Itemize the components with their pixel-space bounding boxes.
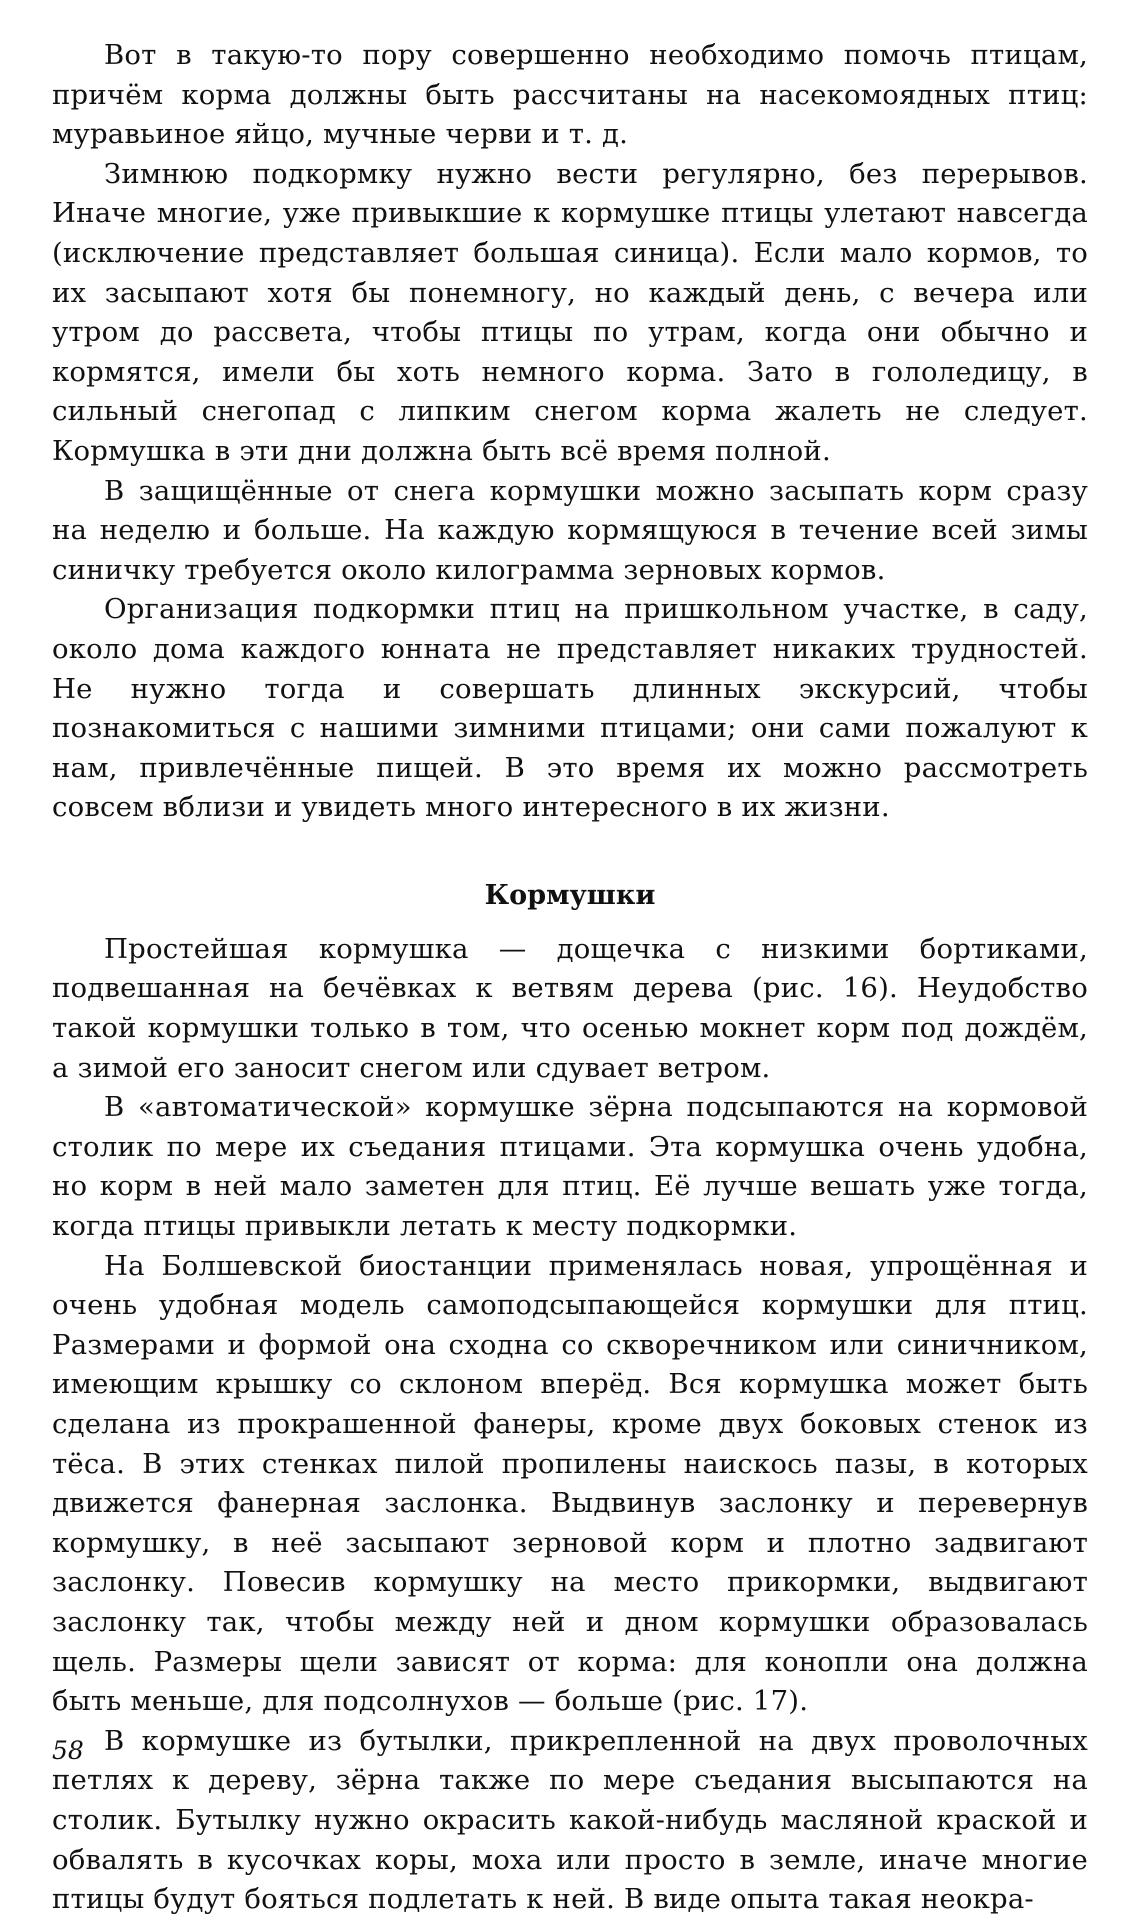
page-body (52, 36, 1088, 1920)
section-heading: Кормушки (484, 879, 656, 911)
paragraph: Зимнюю подкормку нужно вести регулярно, без перерывов. Иначе многие, уже привыкшие к кормушке птицы улетают навсегда (исключение представляет большая синица). Если мало кормов, то их засыпают хотя бы понемногу, но каждый день, с вечера или утром до рассвета, чтобы птицы по утрам, когда они обычно и кормятся, имели бы хоть немного корма. Зато в гололедицу, в сильный снегопад с липким снегом корма жалеть не следует. Кормушка в эти дни должна быть всё время полной. (52, 157, 1088, 467)
paragraph: На Болшевской биостанции применялась новая, упрощённая и очень удобная модель самоподсыпающейся кормушки для птиц. Размерами и формой она сходна со скворечником или синичником, имеющим крышку со склоном вперёд. Вся кормушка может быть сделана из прокрашенной фанеры, кроме двух боковых стенок из тёса. В этих стенках пилой пропилены наискось пазы, в которых движется фанерная заслонка. Выдвинув заслонку и перевернув кормушку, в неё засыпают зерновой корм и плотно задвигают заслонку. Повесив кормушку на место прикормки, выдвигают заслонку так, чтобы между ней и дном кормушки образовалась щель. Размеры щели зависят от корма: для конопли она должна быть меньше, для подсолнухов — больше (рис. 17). (52, 1249, 1088, 1718)
paragraph: В «автоматической» кормушке зёрна подсыпаются на кормовой столик по мере их съедания птицами. Эта кормушка очень удобна, но корм в ней мало заметен для птиц. Её лучше вешать уже тогда, когда птицы привыкли летать к месту подкормки. (52, 1091, 1088, 1243)
paragraph: В кормушке из бутылки, прикрепленной на двух проволочных петлях к дереву, зёрна также по мере съедания высыпаются на столик. Бутылку нужно окрасить какой-нибудь масляной краской и обвалять в кусочках коры, моха или просто в земле, иначе многие птицы будут бояться подлетать к ней. В виде опыта такая неокра- (52, 1724, 1088, 1916)
paragraph: В защищённые от снега кормушки можно засыпать корм сразу на неделю и больше. На каждую кормящуюся в течение всей зимы синичку требуется около килограмма зерновых кормов. (52, 474, 1088, 586)
section-spacer (52, 828, 1088, 870)
paragraph: Вот в такую-то пору совершенно необходимо помочь птицам, причём корма должны быть рассчитаны на насекомоядных птиц: муравьиное яйцо, мучные черви и т. д. (52, 39, 1088, 151)
paragraph: Простейшая кормушка — дощечка с низкими бортиками, подвешанная на бечёвках к ветвям дерева (рис. 16). Неудобство такой кормушки только в том, что осенью мокнет корм под дождём, а зимой его заносит снегом или сдувает ветром. (52, 932, 1088, 1084)
page-number: 58 (52, 1736, 84, 1765)
paragraph: Организация подкормки птиц на пришкольном участке, в саду, около дома каждого юнната не представляет никаких трудностей. Не нужно тогда и совершать длинных экскурсий, чтобы познакомиться с нашими зимними птицами; они сами пожалуют к нам, привлечённые пищей. В это время их можно рассмотреть совсем вблизи и увидеть много интересного в их жизни. (52, 593, 1088, 824)
